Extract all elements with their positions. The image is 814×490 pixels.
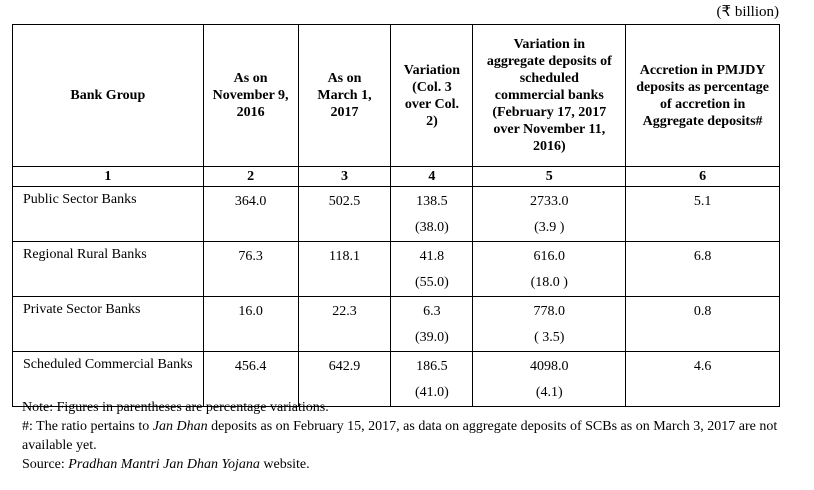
aggregate-value: 616.0: [533, 249, 566, 264]
variation-value: 6.3: [423, 304, 441, 319]
header-aggregate: Variation in aggregate deposits of scheduled commercial banks (February 17, 2017 over November 11, 2016): [473, 25, 626, 167]
aggregate-pct: (3.9 ): [534, 220, 565, 235]
aggregate-value: 4098.0: [530, 359, 569, 374]
table-row: [13, 297, 780, 352]
variation-cell: [391, 242, 473, 297]
column-number-row: [13, 167, 780, 187]
variation-pct: (38.0): [415, 220, 449, 235]
header-variation: Variation (Col. 3 over Col. 2): [391, 25, 473, 167]
bank-group-name: Private Sector Banks: [13, 297, 204, 352]
bank-group-name: Regional Rural Banks: [13, 242, 204, 297]
variation-pct: (39.0): [415, 330, 449, 345]
aggregate-pct: (18.0 ): [530, 275, 568, 290]
accretion-value: 6.8: [626, 242, 780, 297]
nov-value: 456.4: [203, 352, 298, 407]
nov-value: 76.3: [203, 242, 298, 297]
mar-value: 22.3: [298, 297, 391, 352]
variation-value: 138.5: [416, 194, 448, 209]
header-bank-group: Bank Group: [13, 25, 204, 167]
header-accretion: Accretion in PMJDY deposits as percentage of accretion in Aggregate deposits#: [626, 25, 780, 167]
note-text: Note: Figures in parentheses are percentage variations.: [22, 400, 329, 415]
header-nov: As on November 9, 2016: [203, 25, 298, 167]
mar-value: 642.9: [298, 352, 391, 407]
variation-value: 186.5: [416, 359, 448, 374]
col-num: 4: [391, 167, 473, 187]
accretion-value: 4.6: [626, 352, 780, 407]
table-row: [13, 242, 780, 297]
variation-cell: [391, 297, 473, 352]
deposits-table: [12, 24, 780, 407]
col-num: 2: [203, 167, 298, 187]
variation-pct: (55.0): [415, 275, 449, 290]
nov-value: 364.0: [203, 187, 298, 242]
nov-value: 16.0: [203, 297, 298, 352]
hash-footnote: #: The ratio pertains to Jan Dhan deposits as on February 15, 2017, as data on aggregate deposits of SCBs as on March 3, 2017 are not available yet.: [22, 419, 778, 453]
col-num: 3: [298, 167, 391, 187]
col-num: 6: [626, 167, 780, 187]
bank-group-name: Public Sector Banks: [13, 187, 204, 242]
aggregate-cell: [473, 297, 626, 352]
accretion-value: 0.8: [626, 297, 780, 352]
col-num: 1: [13, 167, 204, 187]
aggregate-cell: [473, 242, 626, 297]
variation-value: 41.8: [419, 249, 445, 264]
mar-value: 118.1: [298, 242, 391, 297]
aggregate-value: 778.0: [533, 304, 566, 319]
col-num: 5: [473, 167, 626, 187]
variation-cell: [391, 187, 473, 242]
table-row: [13, 187, 780, 242]
aggregate-pct: (4.1): [535, 385, 563, 400]
mar-value: 502.5: [298, 187, 391, 242]
accretion-value: 5.1: [626, 187, 780, 242]
variation-pct: (41.0): [415, 385, 449, 400]
header-mar: As on March 1, 2017: [298, 25, 391, 167]
source-text: Source: Pradhan Mantri Jan Dhan Yojana website.: [22, 457, 310, 472]
bank-group-name: Scheduled Commercial Banks: [13, 352, 204, 407]
table-notes: [22, 398, 792, 474]
header-row: [13, 25, 780, 167]
aggregate-pct: ( 3.5): [534, 330, 565, 345]
aggregate-value: 2733.0: [530, 194, 569, 209]
aggregate-cell: [473, 187, 626, 242]
unit-label: (₹ billion): [716, 4, 779, 20]
